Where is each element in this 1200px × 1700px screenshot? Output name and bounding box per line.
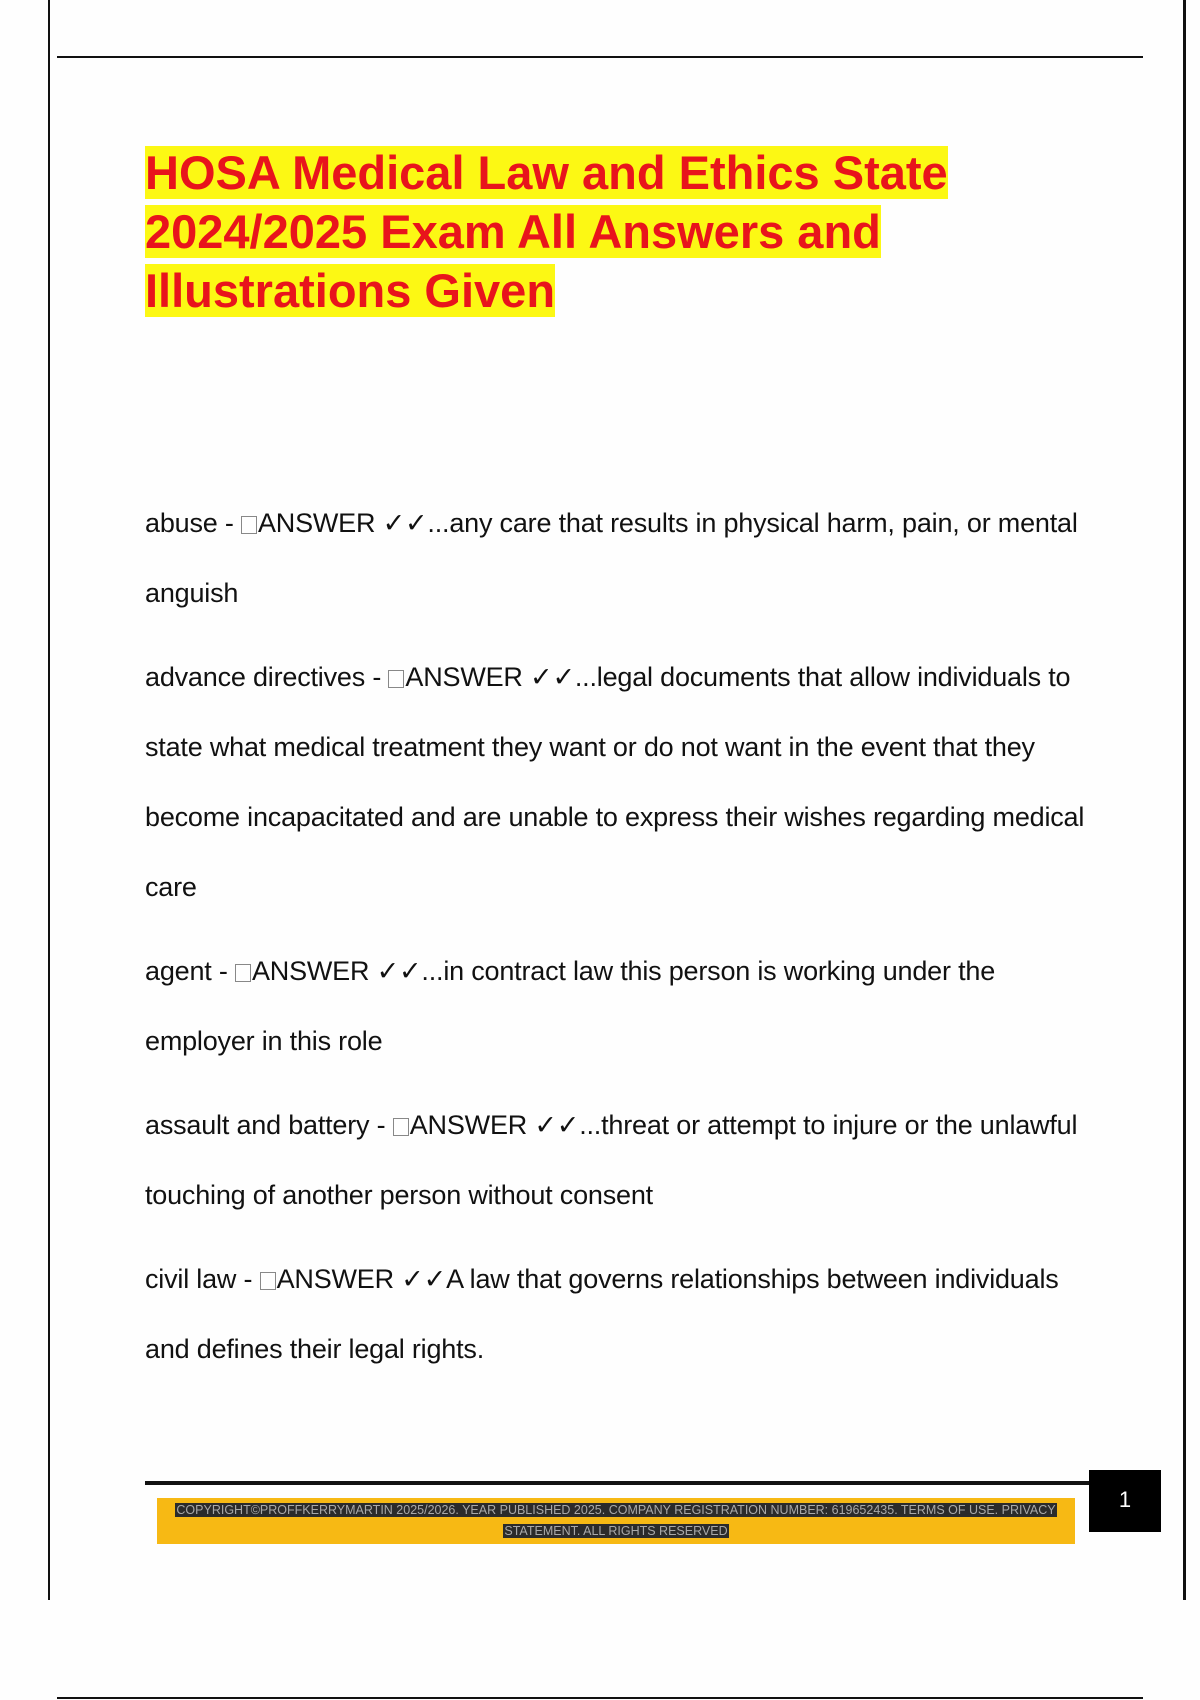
missing-glyph-icon (393, 1118, 409, 1136)
footer-copyright-band (157, 1498, 1075, 1544)
next-page-rule (57, 1697, 1143, 1699)
footer-copyright-text: COPYRIGHT©PROFFKERRYMARTIN 2025/2026. YEAR PUBLISHED 2025. COMPANY REGISTRATION NUMBER: 619652435. TERMS OF USE. PRIVACY STATEMENT. ALL RIGHTS RESERVED (176, 1503, 1056, 1538)
entry-term: advance directives - (145, 662, 389, 692)
glossary-entry (145, 1090, 1085, 1230)
entry-answer: ANSWER ✓✓A law that governs relationships between individuals and defines their legal rights. (145, 1264, 1059, 1364)
glossary-entries (145, 488, 1085, 1398)
entry-answer: ANSWER ✓✓...in contract law this person is working under the employer in this role (145, 956, 996, 1056)
entry-term: abuse - (145, 508, 241, 538)
missing-glyph-icon (235, 964, 251, 982)
page-border-left (48, 0, 50, 1600)
missing-glyph-icon (241, 516, 257, 534)
page-border-right (1183, 0, 1186, 1600)
glossary-entry (145, 936, 1085, 1076)
document-title (145, 143, 1045, 320)
glossary-entry (145, 1244, 1085, 1384)
glossary-entry (145, 488, 1085, 628)
entry-term: civil law - (145, 1264, 260, 1294)
footer-rule (145, 1481, 1090, 1485)
header-rule (57, 56, 1143, 58)
entry-answer: ANSWER ✓✓...legal documents that allow individuals to state what medical treatment they want or do not want in the event that they become incapacitated and are unable to express their wishes regarding medical care (145, 662, 1085, 902)
glossary-entry (145, 642, 1085, 922)
entry-answer: ANSWER ✓✓...threat or attempt to injure or the unlawful touching of another person without consent (145, 1110, 1078, 1210)
entry-term: assault and battery - (145, 1110, 393, 1140)
entry-term: agent - (145, 956, 235, 986)
title-highlight: HOSA Medical Law and Ethics State 2024/2025 Exam All Answers and Illustrations Given (145, 146, 948, 317)
entry-answer: ANSWER ✓✓...any care that results in physical harm, pain, or mental anguish (145, 508, 1078, 608)
missing-glyph-icon (388, 670, 404, 688)
page-number-box: 1 (1089, 1470, 1161, 1532)
missing-glyph-icon (260, 1272, 276, 1290)
